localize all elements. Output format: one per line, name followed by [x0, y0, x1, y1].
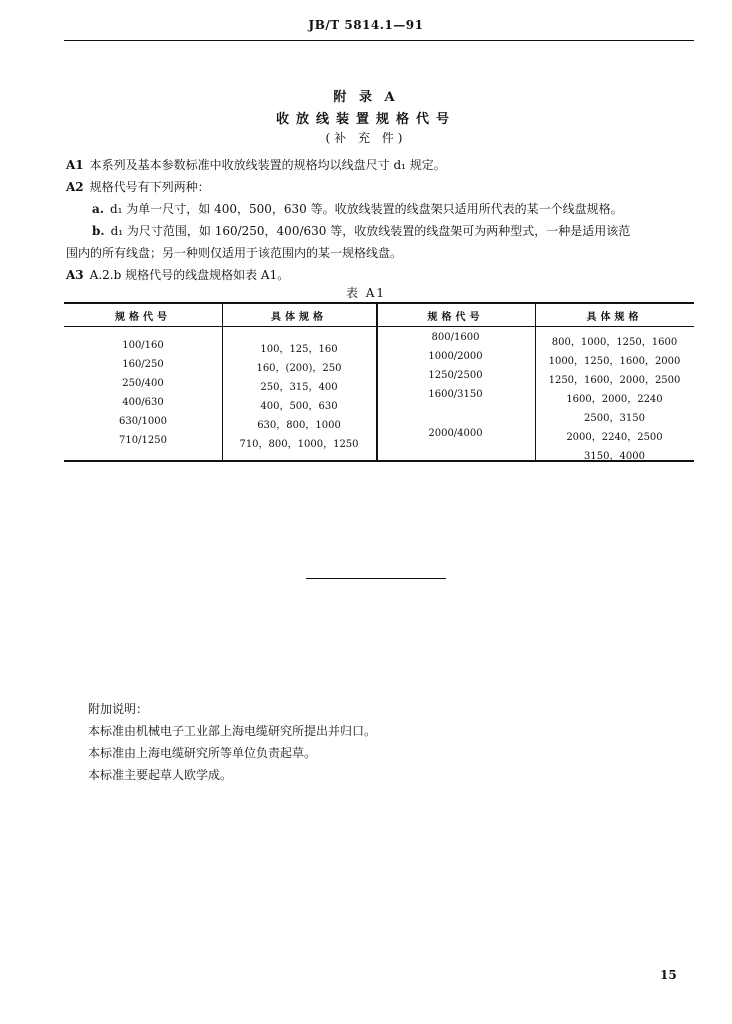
table-cell: 250/400 [122, 378, 164, 389]
table-cell: 1250，1600，2000，2500 [548, 375, 681, 386]
clause-a2-b [92, 222, 630, 239]
table-cell: 160/250 [122, 359, 164, 370]
clause-text: d₁ 为单一尺寸，如 400，500，630 等。收放线装置的线盘架只适用所代表的某一个线盘规格。 [109, 202, 623, 216]
clause-number: a. [92, 202, 104, 216]
notes-line: 本标准主要起草人欧学成。 [88, 768, 233, 782]
table-caption: 表 A1 [345, 286, 387, 300]
table-cell: 800，1000，1250，1600 [551, 337, 678, 348]
table-cell: 710/1250 [119, 435, 167, 446]
table-cell: 400，500，630 [260, 401, 338, 412]
table-cell: 630，800，1000 [257, 420, 341, 431]
table-cell: 630/1000 [119, 416, 167, 427]
table-cell: 400/630 [122, 397, 164, 408]
table-cell: 160，(200)，250 [256, 363, 342, 374]
clause-text: 围内的所有线盘；另一种则仅适用于该范围内的某一规格线盘。 [66, 246, 403, 260]
table-cell: 800/1600 [431, 332, 480, 343]
table-cell: 710，800，1000，1250 [239, 439, 359, 450]
clause-a2 [66, 178, 210, 195]
clause-a2-a [92, 200, 623, 217]
table-cell: 2500，3150 [584, 413, 645, 424]
table-cell: 1600，2000，2240 [566, 394, 663, 405]
appendix-subtitle: (补 充 件) [325, 131, 407, 145]
table-cell: 100，125，160 [260, 344, 338, 355]
table-cell: 1600/3150 [428, 389, 483, 400]
clause-number: A1 [66, 158, 84, 172]
clause-number: A3 [66, 268, 84, 282]
clause-a2-b-cont [66, 244, 402, 261]
table-cell: 1250/2500 [428, 370, 483, 381]
clause-a1 [66, 156, 446, 173]
table-cell: 1000/2000 [428, 351, 483, 362]
table-cell: 2000，2240，2500 [566, 432, 663, 443]
clause-text: 本系列及基本参数标准中收放线装置的规格均以线盘尺寸 d₁ 规定。 [89, 158, 446, 172]
table-top-rule [64, 302, 694, 304]
table-header-code-right: 规格代号 [427, 312, 484, 323]
table-cell: 1000，1250，1600，2000 [548, 356, 681, 367]
table-header-spec-left: 具体规格 [271, 312, 327, 323]
appendix-label: 附 录 A [333, 90, 399, 105]
clause-a3 [66, 266, 289, 283]
clause-number: A2 [66, 180, 84, 194]
standard-number: JB/T 5814.1—91 [308, 18, 424, 32]
table-header-spec-right: 具体规格 [586, 312, 643, 323]
table-cell: 3150，4000 [584, 451, 645, 462]
table-cell: 2000/4000 [428, 428, 483, 439]
table-cell: 100/160 [122, 340, 164, 351]
clause-text: d₁ 为尺寸范围，如 160/250，400/630 等，收放线装置的线盘架可为两种型式，一种是适用该范 [110, 224, 631, 238]
appendix-title: 收放线装置规格代号 [275, 112, 456, 127]
clause-number: b. [92, 224, 105, 238]
table-header-code-left: 规格代号 [115, 312, 171, 323]
table-cell: 250，315，400 [260, 382, 338, 393]
end-rule [306, 578, 446, 579]
clause-text: 规格代号有下列两种： [89, 180, 210, 194]
notes-title: 附加说明： [88, 702, 149, 716]
table-header-rule [64, 326, 694, 327]
page-number: 15 [660, 968, 677, 982]
notes-line: 本标准由上海电缆研究所等单位负责起草。 [88, 746, 317, 760]
header-rule [64, 40, 694, 41]
notes-line: 本标准由机械电子工业部上海电缆研究所提出并归口。 [88, 724, 377, 738]
clause-text: A.2.b 规格代号的线盘规格如表 A1。 [89, 268, 290, 282]
